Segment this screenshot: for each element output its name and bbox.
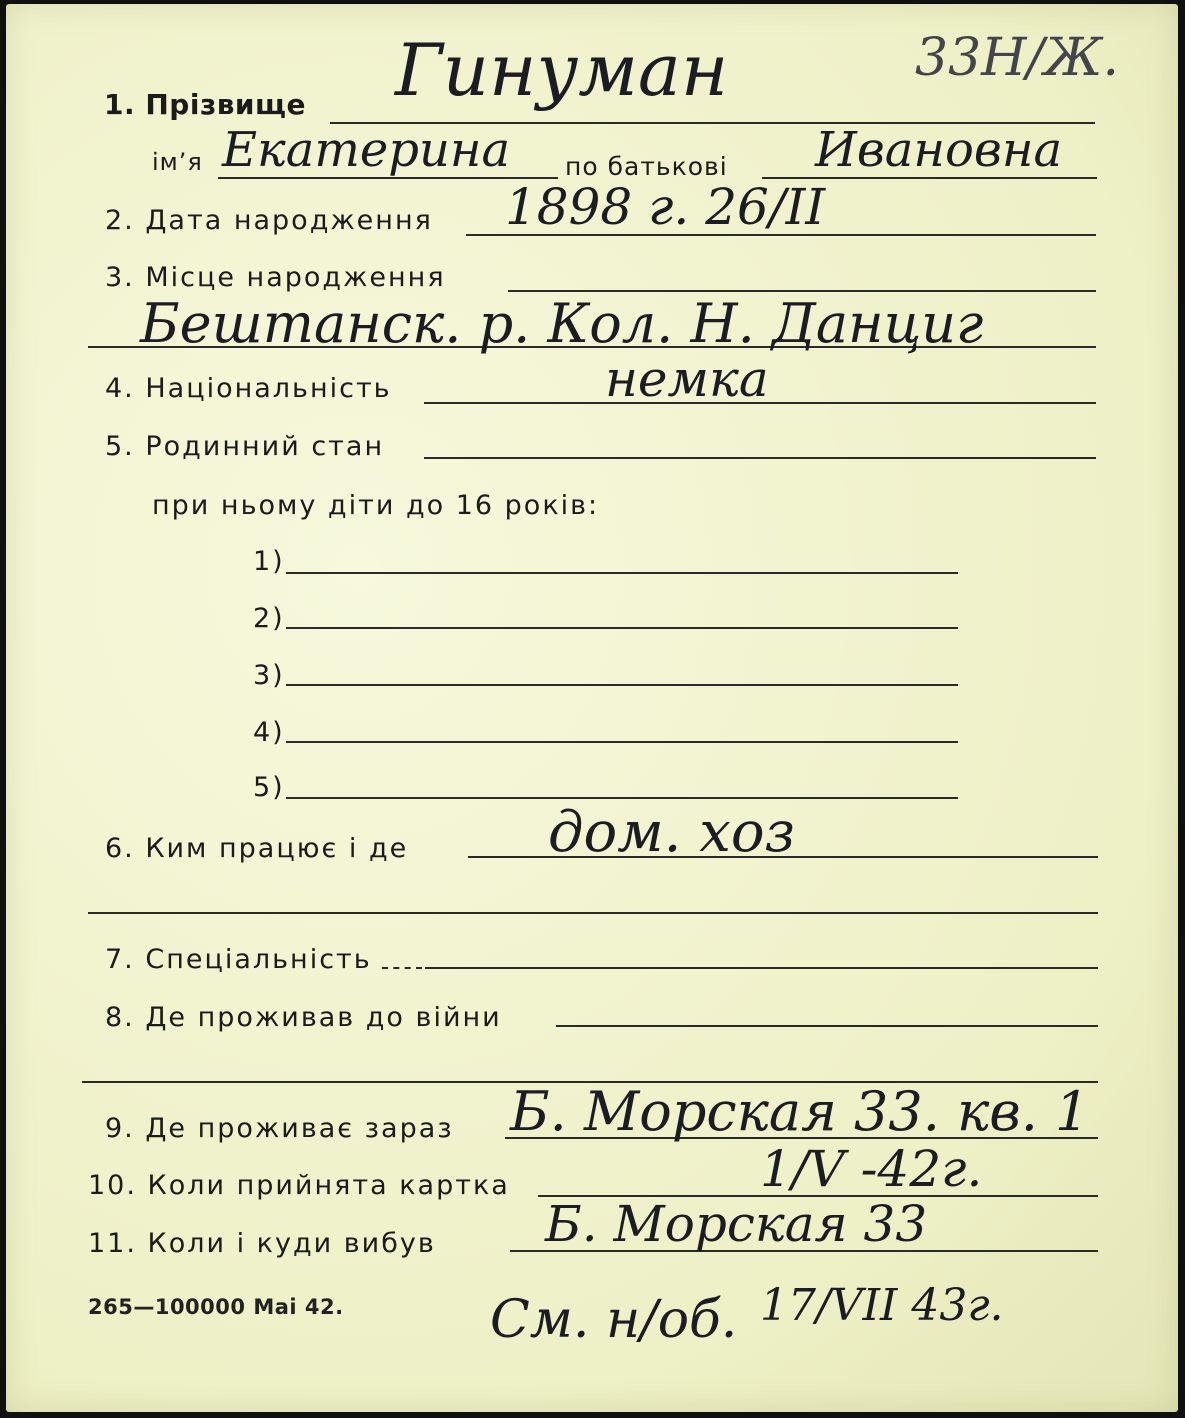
handwritten-departure-note: См. н/об. [490, 1290, 738, 1350]
speciality-dots [382, 967, 422, 969]
handwritten-occupation: дом. хоз [548, 800, 796, 865]
label-child-5: 5) [253, 772, 285, 803]
handwritten-birth-place: Бештанск. р. Кол. Н. Данциг [140, 292, 984, 355]
child-4-line [286, 741, 958, 743]
label-child-3: 3) [253, 660, 285, 691]
label-birth-date: 2. Дата народження [105, 205, 433, 236]
handwritten-surname: Гинуман [395, 28, 729, 112]
prewar-residence-line [556, 1025, 1098, 1027]
label-departure: 11. Коли і куди вибув [88, 1228, 436, 1259]
handwritten-departure: Б. Морская 33 [545, 1195, 928, 1253]
label-child-1: 1) [253, 546, 285, 577]
label-speciality: 7. Спеціальність [105, 944, 372, 975]
label-card-date: 10. Коли прийнята картка [88, 1170, 510, 1201]
child-1-line [286, 572, 958, 574]
occupation-line-2 [88, 912, 1098, 914]
speciality-line [425, 967, 1098, 969]
label-birth-place: 3. Місце народження [105, 262, 446, 293]
label-surname: 1. Прізвище [104, 88, 306, 121]
label-first-name: ім’я [152, 148, 203, 176]
label-child-2: 2) [253, 603, 285, 634]
handwritten-current-address: Б. Морская 33. кв. 1 [510, 1080, 1090, 1143]
label-child-4: 4) [253, 717, 285, 748]
child-3-line [286, 684, 958, 686]
handwritten-first-name: Екатерина [222, 122, 511, 178]
handwritten-departure-date: 17/VII 43г. [760, 1280, 1004, 1331]
child-5-line [286, 797, 958, 799]
handwritten-nationality: немка [605, 350, 769, 408]
handwritten-patronymic: Ивановна [815, 122, 1063, 178]
handwritten-file-number: 33Н/Ж. [915, 28, 1119, 88]
handwritten-card-date: 1/V -42г. [760, 1140, 983, 1198]
label-nationality: 4. Національність [105, 373, 392, 404]
label-children: при ньому діти до 16 років: [152, 490, 600, 521]
marital-status-line [424, 457, 1096, 459]
label-prewar-residence: 8. Де проживав до війни [105, 1002, 502, 1033]
label-current-residence: 9. Де проживає зараз [105, 1113, 454, 1144]
label-marital-status: 5. Родинний стан [105, 431, 385, 462]
handwritten-birth-date: 1898 г. 26/II [505, 178, 826, 236]
label-patronymic: по батькові [565, 152, 728, 181]
label-occupation: 6. Ким працює і де [105, 833, 409, 864]
child-2-line [286, 627, 958, 629]
print-code: 265—100000 Mai 42. [88, 1295, 344, 1319]
